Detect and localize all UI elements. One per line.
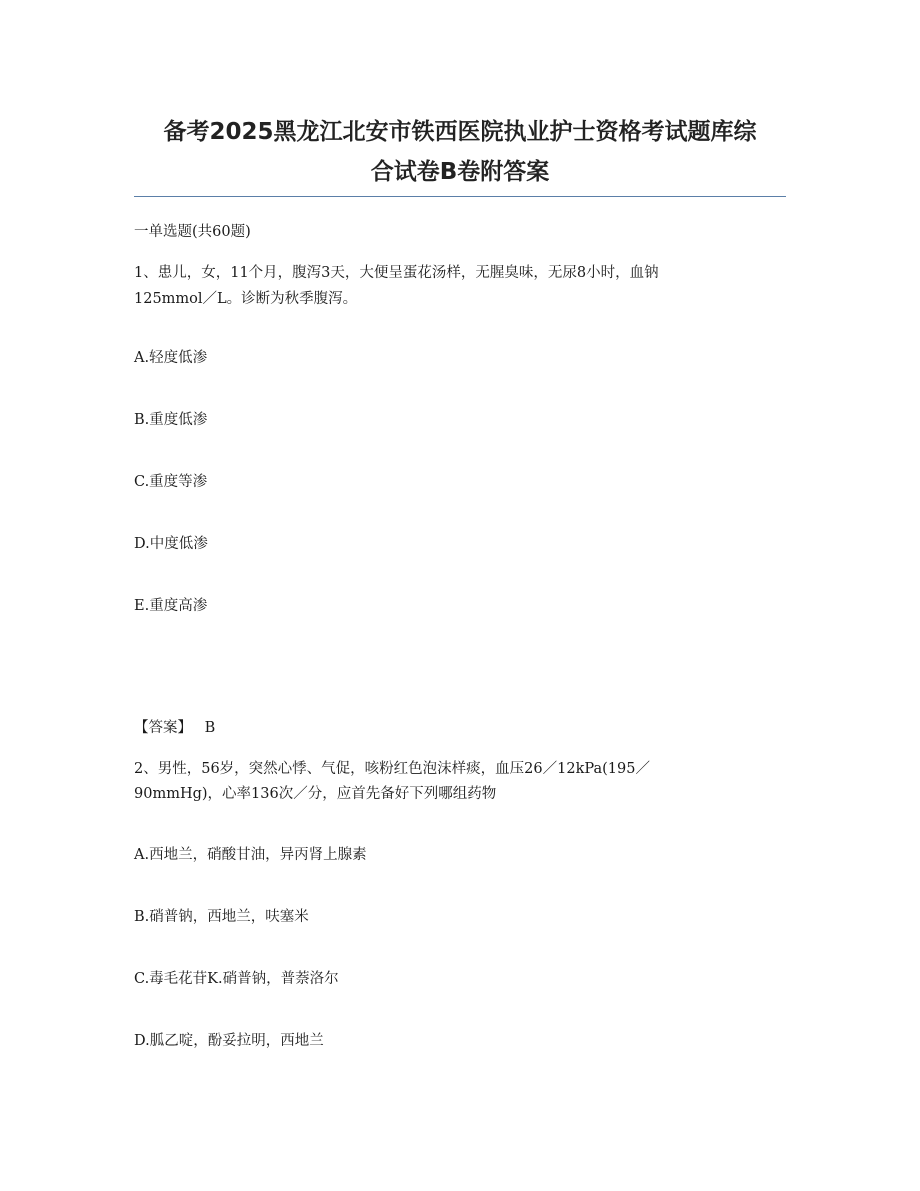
question-2-option-a: A.西地兰，硝酸甘油，异丙肾上腺素 [134, 847, 367, 863]
question-2-option-c: C.毒毛花苷K.硝普钠，普萘洛尔 [134, 971, 339, 987]
question-1-option-a: A.轻度低渗 [134, 350, 208, 366]
answer-value: B [204, 720, 216, 736]
question-2-stem-line-1: 2、男性，56岁，突然心悸、气促，咳粉红色泡沫样痰，血压26／12kPa(195／ [134, 761, 650, 777]
document-title-line-2: 合试卷B卷附答案 [370, 159, 550, 185]
question-2-stem-line-2: 90mmHg)，心率136次／分，应首先备好下列哪组药物 [134, 786, 497, 802]
document-title-line-1: 备考2025黑龙江北安市铁西医院执业护士资格考试题库综 [163, 119, 757, 145]
question-1-answer [134, 718, 215, 738]
question-1-stem-line-2: 125mmol／L。诊断为秋季腹泻。 [134, 291, 358, 307]
question-2-option-d: D.胍乙啶，酚妥拉明，西地兰 [134, 1033, 324, 1049]
answer-label: 【答案】 [134, 720, 192, 736]
question-1-option-b: B.重度低渗 [134, 412, 208, 428]
question-1-option-d: D.中度低渗 [134, 536, 208, 552]
section-heading: 一单选题(共60题) [134, 224, 251, 240]
question-1-stem-line-1: 1、患儿，女，11个月，腹泻3天，大便呈蛋花汤样，无腥臭味，无尿8小时，血钠 [134, 265, 659, 281]
question-2-option-b: B.硝普钠，西地兰，呋塞米 [134, 909, 309, 925]
title-divider [134, 196, 786, 197]
question-1-option-e: E.重度高渗 [134, 598, 208, 614]
question-1-option-c: C.重度等渗 [134, 474, 208, 490]
